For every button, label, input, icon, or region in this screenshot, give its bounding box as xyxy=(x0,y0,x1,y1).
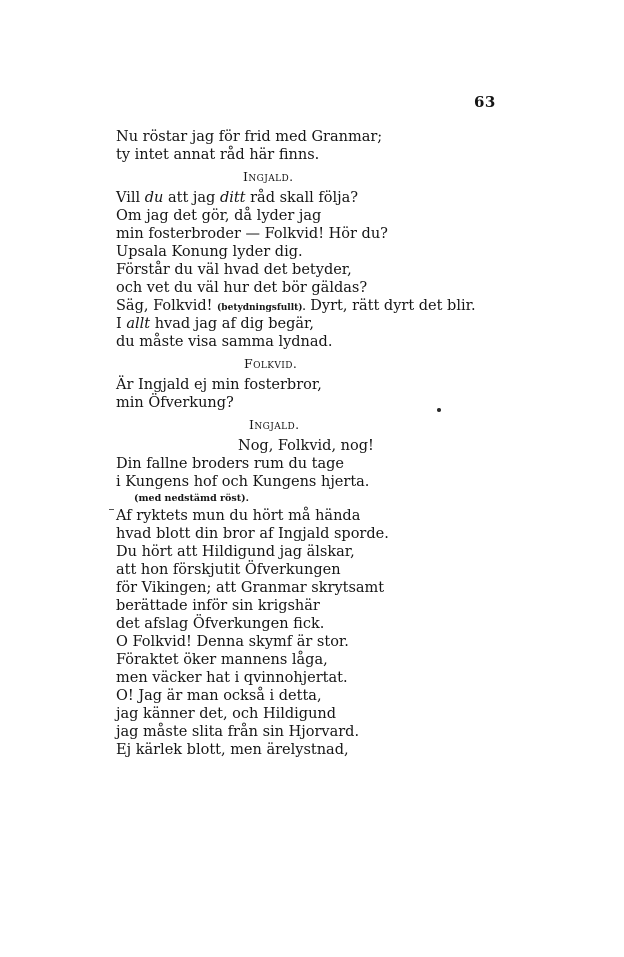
verse-line: Upsala Konung lyder dig. xyxy=(116,244,303,260)
verse-line: jag måste slita från sin Hjorvard. xyxy=(116,724,360,740)
verse-line: hvad blott din bror af Ingjald sporde. xyxy=(116,526,389,542)
verse-line: Du hört att Hildigund jag älskar, xyxy=(116,544,355,560)
verse-text-segment: råd skall följa? xyxy=(245,190,358,206)
verse-line: du måste visa samma lydnad. xyxy=(116,334,333,350)
verse-line: för Vikingen; att Granmar skrytsamt xyxy=(116,580,385,596)
stage-direction: (betydningsfullt). xyxy=(217,303,306,313)
verse-line: att hon förskjutit Öfverkungen xyxy=(116,562,341,578)
verse-text-segment: Dyrt, rätt dyrt det blir. xyxy=(305,298,476,314)
verse-line: Ej kärlek blott, men ärelystnad, xyxy=(116,742,349,758)
emphasis: du xyxy=(144,190,164,206)
verse-line: jag känner det, och Hildigund xyxy=(116,706,337,722)
speaker-name: Ingjald. xyxy=(249,417,300,432)
verse-line: i Kungens hof och Kungens hjerta. xyxy=(116,474,370,490)
verse-line: Är Ingjald ej min fosterbror, xyxy=(116,377,322,393)
stage-direction: (med nedstämd röst). xyxy=(134,493,249,504)
verse-line: Om jag det gör, då lyder jag xyxy=(116,208,322,224)
verse-line xyxy=(116,315,586,333)
verse-line: Förstår du väl hvad det betyder, xyxy=(116,262,352,278)
verse-line: ty intet annat råd här finns. xyxy=(116,147,320,163)
verse-line: Nog, Folkvid, nog! xyxy=(238,438,374,454)
verse-line: O! Jag är man också i detta, xyxy=(116,688,322,704)
verse-line: Af ryktets mun du hört må hända xyxy=(116,508,361,524)
verse-line: berättade inför sin krigshär xyxy=(116,598,320,614)
page-number: 63 xyxy=(474,93,496,111)
speaker-name: Folkvid. xyxy=(244,356,298,371)
verse-text-segment: Vill xyxy=(116,190,145,206)
speaker-name: Ingjald. xyxy=(243,169,294,184)
verse-text-segment: I xyxy=(116,316,127,332)
verse-text-segment: att jag xyxy=(163,190,220,206)
verse-text xyxy=(116,128,586,759)
verse-line: min fosterbroder — Folkvid! Hör du? xyxy=(116,226,388,242)
verse-line xyxy=(116,189,586,207)
verse-line: O Folkvid! Denna skymf är stor. xyxy=(116,634,349,650)
emphasis: ditt xyxy=(219,190,246,206)
verse-line: men väcker hat i qvinnohjertat. xyxy=(116,670,348,686)
verse-line xyxy=(116,297,586,315)
verse-text-segment: Säg, Folkvid! xyxy=(116,298,218,314)
verse-line: och vet du väl hur det bör gäldas? xyxy=(116,280,368,296)
verse-line: Föraktet öker mannens låga, xyxy=(116,652,328,668)
ink-mark xyxy=(109,509,114,510)
emphasis: allt xyxy=(126,316,151,332)
verse-line: Nu röstar jag för frid med Granmar; xyxy=(116,129,383,145)
verse-line: Din fallne broders rum du tage xyxy=(116,456,345,472)
verse-line: min Öfverkung? xyxy=(116,395,234,411)
verse-text-segment: hvad jag af dig begär, xyxy=(150,316,314,332)
verse-line: det afslag Öfverkungen fick. xyxy=(116,616,325,632)
